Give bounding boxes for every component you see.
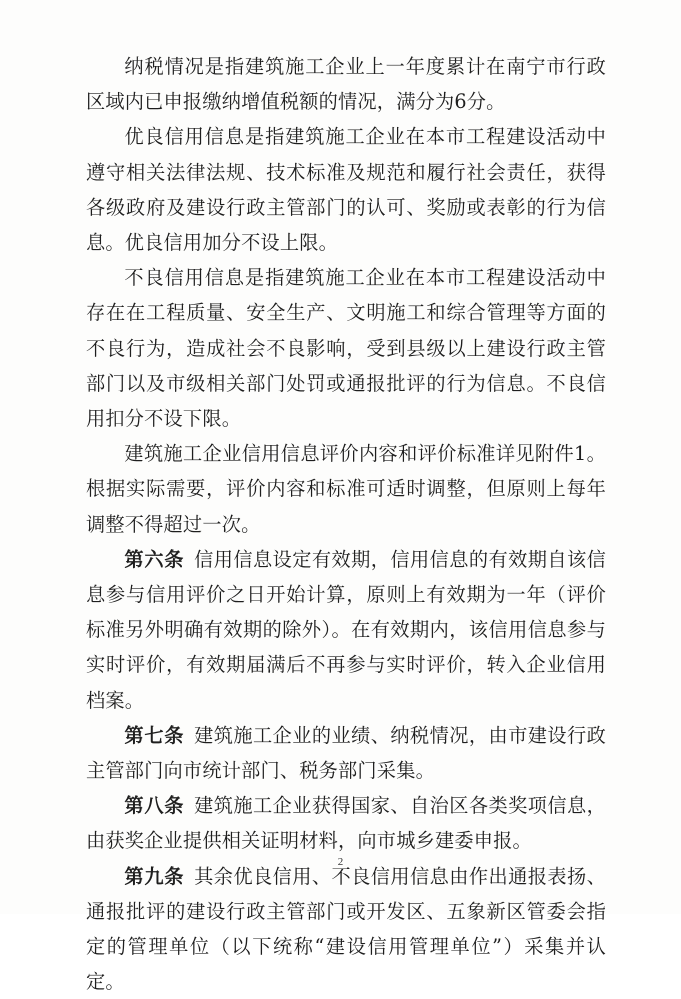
article-text: 建筑施工企业获得国家、自治区各类奖项信息，由获奖企业提供相关证明材料，向市城乡建委申报。: [86, 794, 607, 853]
article-text: 其余优良信用、不良信用信息由作出通报表扬、通报批评的建设行政主管部门或开发区、五象新区管委会指定的管理单位（以下统称“建设信用管理单位”）采集并认定。: [86, 864, 607, 994]
article-7: [86, 718, 606, 788]
article-text: 建筑施工企业的业绩、纳税情况，由市建设行政主管部门向市统计部门、税务部门采集。: [86, 723, 607, 783]
paragraph-text: 纳税情况是指建筑施工企业上一年度累计在南宁市行政区域内已申报缴纳增值税额的情况，满分为6分。: [86, 55, 606, 114]
article-6: [86, 542, 606, 718]
paragraph-good-credit: [86, 119, 606, 260]
paragraph-text: 建筑施工企业信用信息评价内容和评价标准详见附件1。根据实际需要，评价内容和标准可适时调整，但原则上每年调整不得超过一次。: [86, 442, 606, 536]
article-number: 第七条: [124, 723, 185, 747]
paragraph-evaluation-standard: [86, 436, 606, 542]
article-number: 第八条: [124, 794, 185, 818]
article-number: 第六条: [124, 547, 185, 571]
paragraph-text: 不良信用信息是指建筑施工企业在本市工程建设活动中存在在工程质量、安全生产、文明施工和综合管理等方面的不良行为，造成社会不良影响，受到县级以上建设行政主管部门以及市级相关部门处罚或通报批评的行为信息。不良信用扣分不设下限。: [86, 266, 606, 431]
paragraph-text: 优良信用信息是指建筑施工企业在本市工程建设活动中遵守相关法律法规、技术标准及规范和履行社会责任，获得各级政府及建设行政主管部门的认可、奖励或表彰的行为信息。优良信用加分不设上限。: [86, 125, 606, 255]
article-number: 第九条: [124, 864, 185, 888]
paragraph-tax: [86, 49, 606, 119]
article-8: [86, 788, 606, 858]
page-number: 2: [337, 856, 344, 868]
article-text: 信用信息设定有效期，信用信息的有效期自该信息参与信用评价之日开始计算，原则上有效期为一年（评价标准另外明确有效期的除外）。在有效期内，该信用信息参与实时评价，有效期届满后不再参与实时评价，转入企业信用档案。: [86, 547, 607, 712]
paragraph-bad-credit: [86, 260, 606, 436]
article-9: [86, 859, 606, 999]
